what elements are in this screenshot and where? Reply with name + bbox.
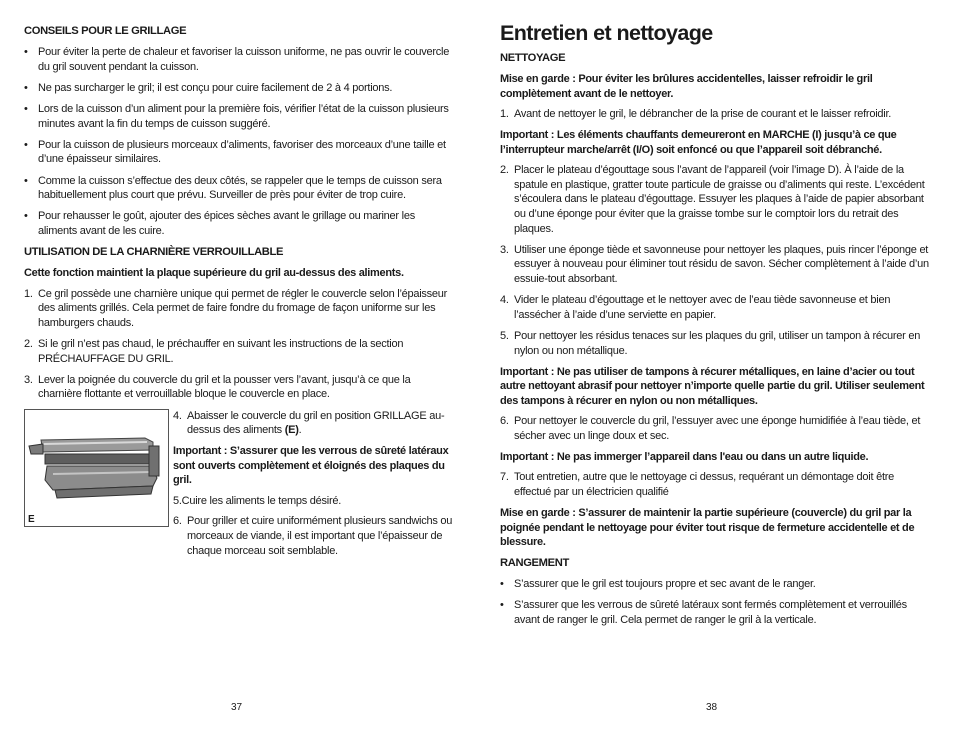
bullet-icon: • [24, 210, 28, 223]
grill-figure-e [24, 409, 169, 527]
charniere-heading: UTILISATION DE LA CHARNIÈRE VERROUILLABLE [24, 246, 284, 259]
conseils-list [24, 45, 454, 239]
page-number: 38 [706, 702, 718, 713]
left-column [24, 20, 454, 565]
list-item: 3. Lever la poignée du couvercle du gril et la pousser vers l’avant, jusqu’à ce que la charnière flottante et verrouillable bloque le couvercle en place. [24, 373, 411, 401]
warning-note: Mise en garde : Pour éviter les brûlures accidentelles, laisser refroidir le gril complètement avant de le nettoyer. [500, 73, 873, 100]
important-note: Important : S’assurer que les verrous de sûreté latéraux sont ouverts complètement et éloignés des plaques du gril. [173, 445, 449, 487]
page-number: 37 [231, 702, 243, 713]
page-right [477, 0, 954, 738]
bullet-icon: • [24, 174, 28, 187]
bullet-icon: • [24, 81, 28, 94]
nettoyage-steps [500, 163, 932, 358]
list-item: • Ne pas surcharger le gril; il est conçu pour cuire facilement de 2 à 4 portions. [24, 81, 393, 94]
bullet-icon: • [24, 46, 28, 58]
figure-text [173, 409, 454, 565]
bullet-icon: • [24, 138, 28, 151]
list-item: • Pour rehausser le goût, ajouter des épices sèches avant le grillage ou mariner les aliments avant de les cuire. [24, 210, 415, 237]
list-item: 2. Si le gril n’est pas chaud, le préchauffer en suivant les instructions de la section PRÉCHAUFFAGE DU GRIL. [24, 337, 404, 365]
list-item: • Pour la cuisson de plusieurs morceaux d’aliments, favoriser des morceaux d’une taille et d’une épaisseur similaires. [24, 138, 446, 166]
charniere-steps [24, 287, 454, 402]
nettoyage-heading: NETTOYAGE [500, 52, 566, 64]
important-note: Important : Ne pas immerger l’appareil dans l'eau ou dans un autre liquide. [500, 450, 869, 463]
conseils-heading: CONSEILS POUR LE GRILLAGE [24, 25, 187, 37]
rangement-heading: RANGEMENT [500, 556, 569, 569]
rangement-list [500, 577, 932, 627]
list-item: 3. Utiliser une éponge tiède et savonneuse pour nettoyer les plaques, puis rincer l’éponge et essuyer à nouveau pour éliminer tout résidu de savon. Sécher complètement à l’aide d’un essuie-tout absorbant. [500, 243, 929, 285]
list-item: • S’assurer que les verrous de sûreté latéraux sont fermés complètement et verrouillés avant de ranger le gril. Cela permet de ranger le gril à la verticale. [500, 598, 907, 626]
list-item: 6. Pour griller et cuire uniformément plusieurs sandwichs ou morceaux de viande, il est important que l’épaisseur de chaque morceau soit semblable. [173, 515, 453, 557]
page-title: Entretien et nettoyage [500, 21, 713, 45]
list-item: 6. Pour nettoyer le couvercle du gril, l’essuyer avec une éponge humidifiée à l’eau tiède, et sécher avec un linge doux et sec. [500, 415, 921, 442]
list-item: 1. Ce gril possède une charnière unique qui permet de régler le couvercle selon l’épaisseur des aliments grillés. Cela permet de faire fondre du fromage de façon uniforme sur les hamburgers chauds. [24, 287, 448, 329]
important-note: Important : Ne pas utiliser de tampons à récurer métalliques, en laine d’acier ou tout autre nettoyant abrasif pour nettoyer n’importe quelle partie du gril. Utiliser seulement des tampons à récurer en nylon ou non métalliques. [500, 365, 925, 407]
list-item: • Comme la cuisson s’effectue des deux côtés, se rappeler que le temps de cuisson sera habituellement plus court que prévu. Surveiller de près pour éviter de trop cuire. [24, 174, 442, 202]
charniere-intro: Cette fonction maintient la plaque supérieure du gril au-dessus des aliments. [24, 267, 404, 280]
important-note: Important : Les éléments chauffants demeureront en MARCHE (I) jusqu’à ce que l’interrupteur marche/arrêt (I/O) soit enfoncé ou que l’appareil soit débranché. [500, 129, 897, 156]
grill-illustration-icon [27, 420, 165, 512]
list-item: • Lors de la cuisson d’un aliment pour la première fois, vérifier l’état de la cuisson plusieurs minutes avant la fin du temps de cuisson suggéré. [24, 102, 449, 130]
list-item: • S’assurer que le gril est toujours propre et sec avant de le ranger. [500, 577, 816, 590]
list-item: 2. Placer le plateau d’égouttage sous l’avant de l’appareil (voir l’image D). À l’aide de la spatule en plastique, gratter toute particule de graisse ou d’aliments qui reste. L’excédent s’écoulera dans le plateau d’égouttage. Essuyer les plaques à l’aide de papier absorbant ou d’une éponge pour éviter que la graisse tombe sur le comptoir lors du retrait des plaques. [500, 164, 925, 235]
figure-label: E [28, 513, 35, 525]
step-5: 5.Cuire les aliments le temps désiré. [173, 494, 342, 507]
list-item: 4. Vider le plateau d’égouttage et le nettoyer avec de l’eau tiède savonneuse et bien l’assécher à l’aide d’une serviette en papier. [500, 294, 891, 321]
warning-note: Mise en garde : S’assurer de maintenir la partie supérieure (couvercle) du gril par la poignée pendant le nettoyage pour éviter tout risque de fermeture accidentelle et de blessure. [500, 507, 915, 549]
bullet-icon: • [500, 598, 504, 611]
list-item: 5. Pour nettoyer les résidus tenaces sur les plaques du gril, utiliser un tampon à récurer en nylon ou non métallique. [500, 329, 921, 357]
list-item: • Pour éviter la perte de chaleur et favoriser la cuisson uniforme, ne pas ouvrir le couvercle du gril souvent pendant la cuisson. [24, 46, 450, 73]
right-column [500, 20, 932, 634]
bullet-icon: • [500, 577, 504, 590]
list-item: 7. Tout entretien, autre que le nettoyage ci dessus, requérant un démontage doit être effectué par un électricien qualifié [500, 471, 895, 499]
list-item: 1. Avant de nettoyer le gril, le débrancher de la prise de courant et le laisser refroidir. [500, 108, 892, 120]
bullet-icon: • [24, 102, 28, 115]
figure-row [24, 409, 454, 565]
list-item: 4. Abaisser le couvercle du gril en position GRILLAGE au-dessus des aliments (E). [173, 409, 445, 437]
